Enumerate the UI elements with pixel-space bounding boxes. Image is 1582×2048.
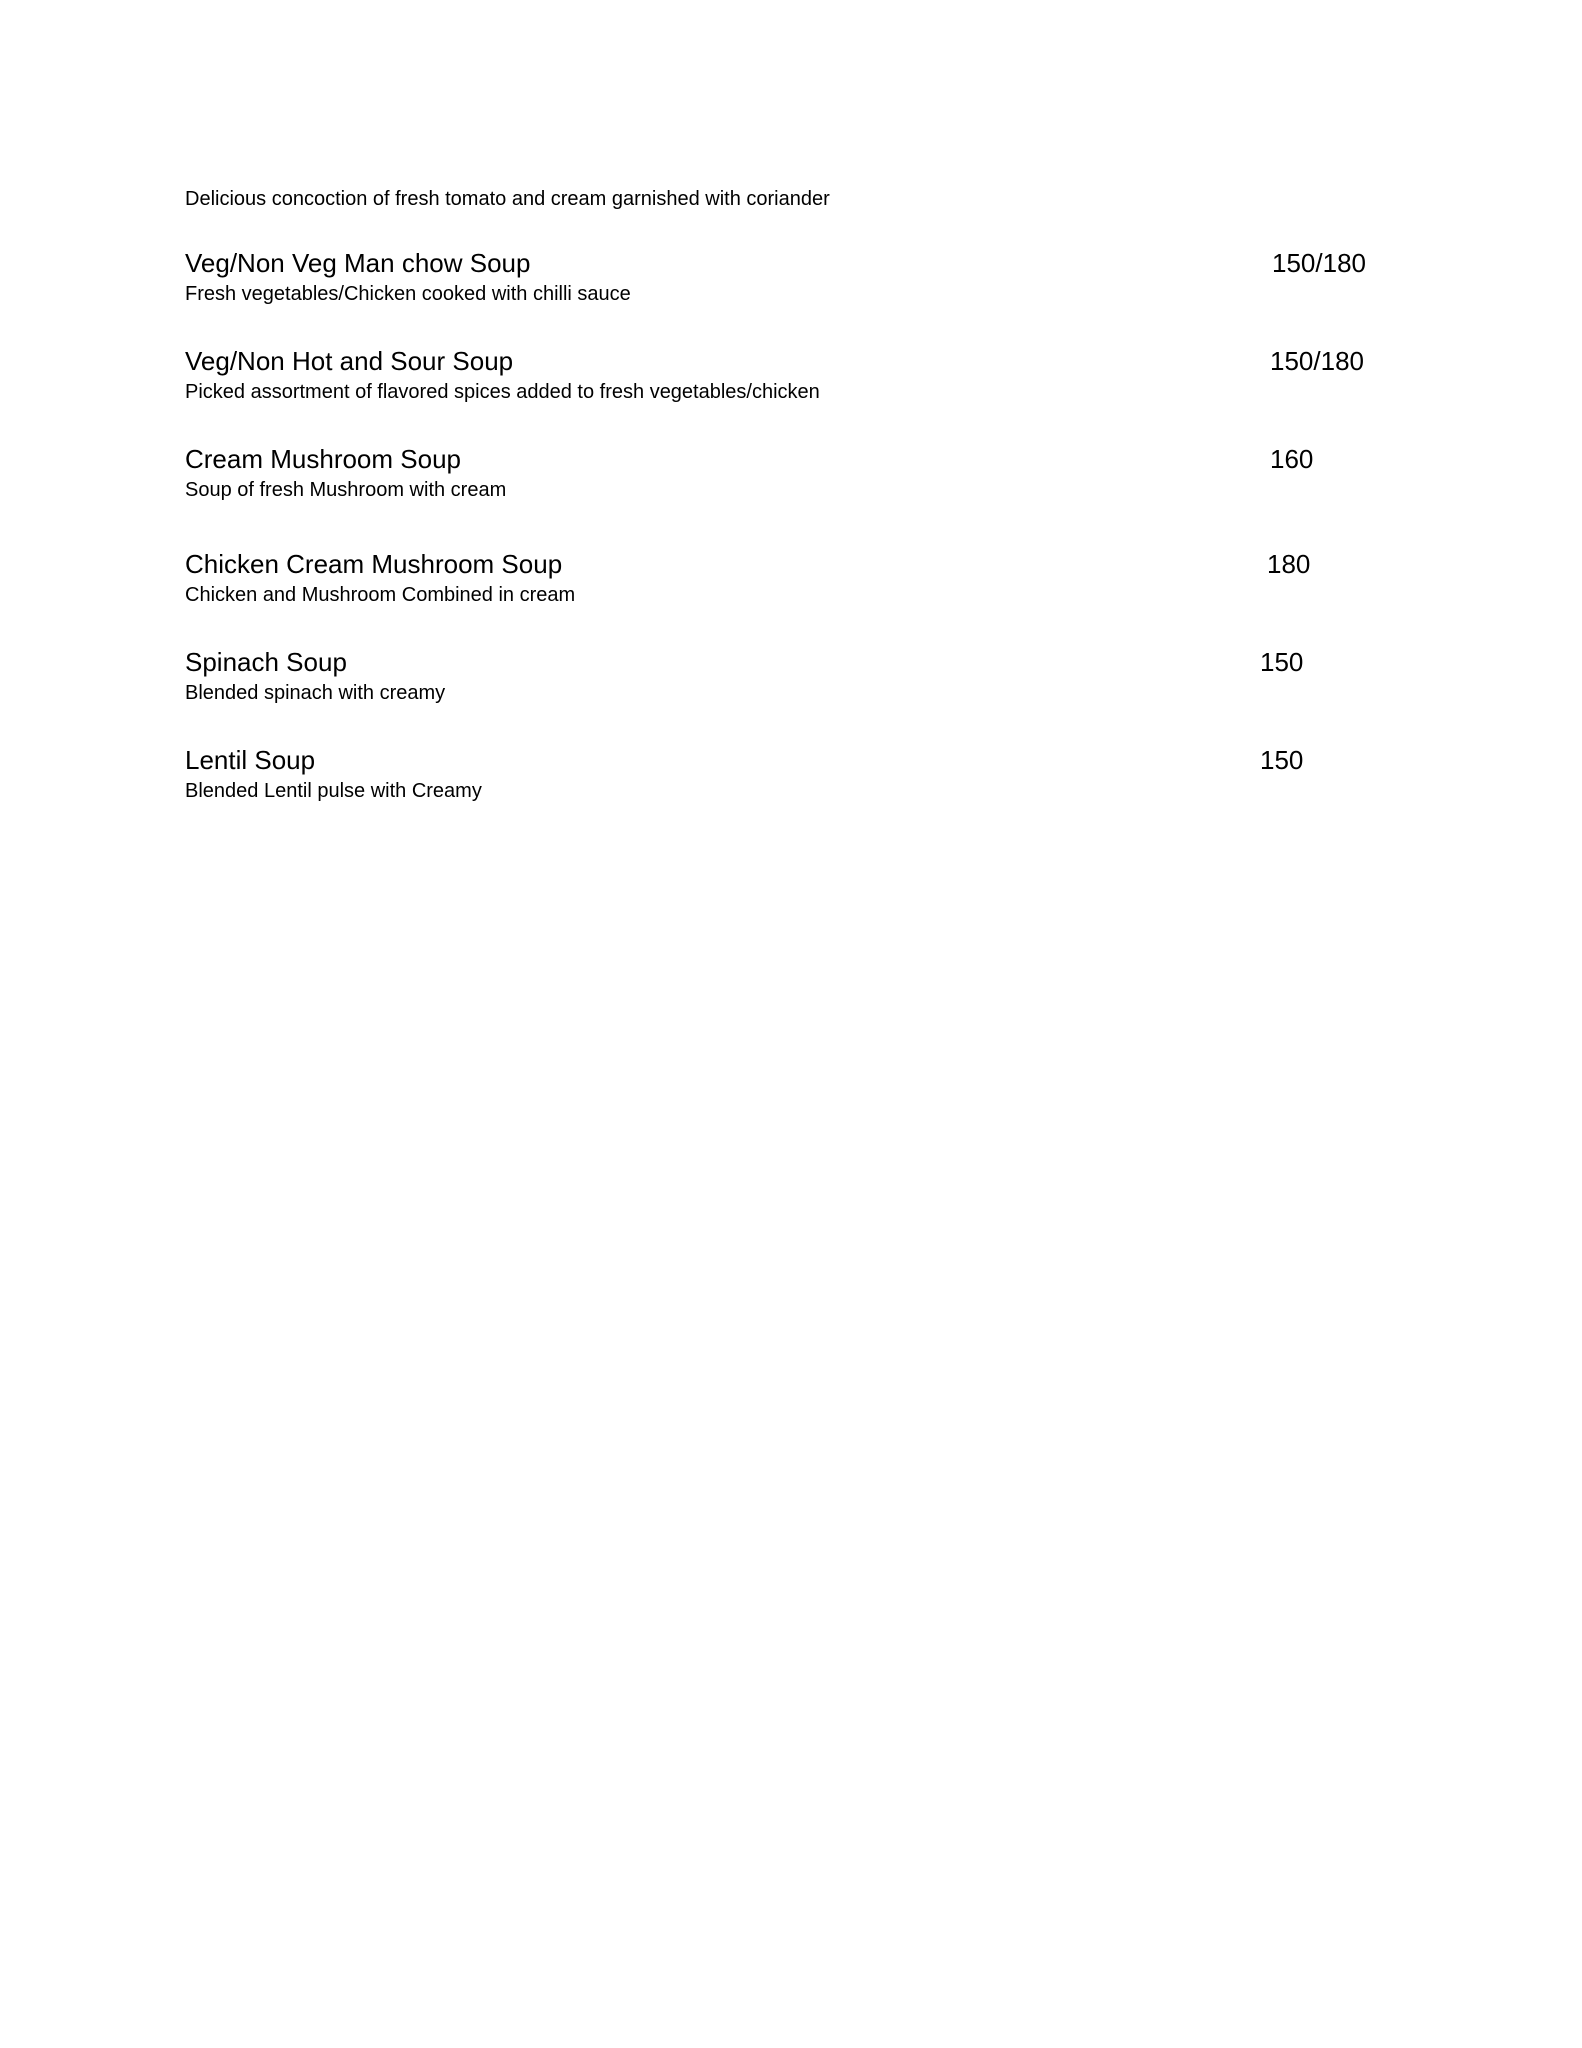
menu-item: [185, 646, 1385, 716]
menu-item-name: Veg/Non Veg Man chow Soup: [185, 248, 531, 278]
menu-item-price: 150: [1260, 745, 1304, 775]
menu-item: [185, 744, 1385, 814]
menu-item-price: 150/180: [1272, 248, 1366, 278]
menu-item-name: Cream Mushroom Soup: [185, 444, 461, 474]
menu-item-price: 160: [1270, 444, 1314, 474]
previous-item-description: Delicious concoction of fresh tomato and cream garnished with coriander: [185, 188, 830, 210]
menu-item-price: 150/180: [1270, 346, 1364, 376]
menu-item-description: Blended Lentil pulse with Creamy: [185, 780, 482, 802]
menu-item: [185, 443, 1385, 513]
menu-item: [185, 345, 1385, 415]
menu-item-name: Chicken Cream Mushroom Soup: [185, 549, 563, 579]
menu-item-price: 150: [1260, 647, 1304, 677]
menu-item-description: Chicken and Mushroom Combined in cream: [185, 584, 576, 606]
menu-item-description: Picked assortment of flavored spices added to fresh vegetables/chicken: [185, 381, 820, 403]
menu-item-description: Fresh vegetables/Chicken cooked with chilli sauce: [185, 283, 631, 305]
menu-item: [185, 548, 1385, 618]
menu-item-price: 180: [1267, 549, 1311, 579]
menu-item-name: Lentil Soup: [185, 745, 316, 775]
menu-item: [185, 247, 1385, 317]
menu-item-description: Blended spinach with creamy: [185, 682, 446, 704]
menu-item-name: Spinach Soup: [185, 647, 347, 677]
menu-item-name: Veg/Non Hot and Sour Soup: [185, 346, 514, 376]
menu-item-description: Soup of fresh Mushroom with cream: [185, 479, 507, 501]
